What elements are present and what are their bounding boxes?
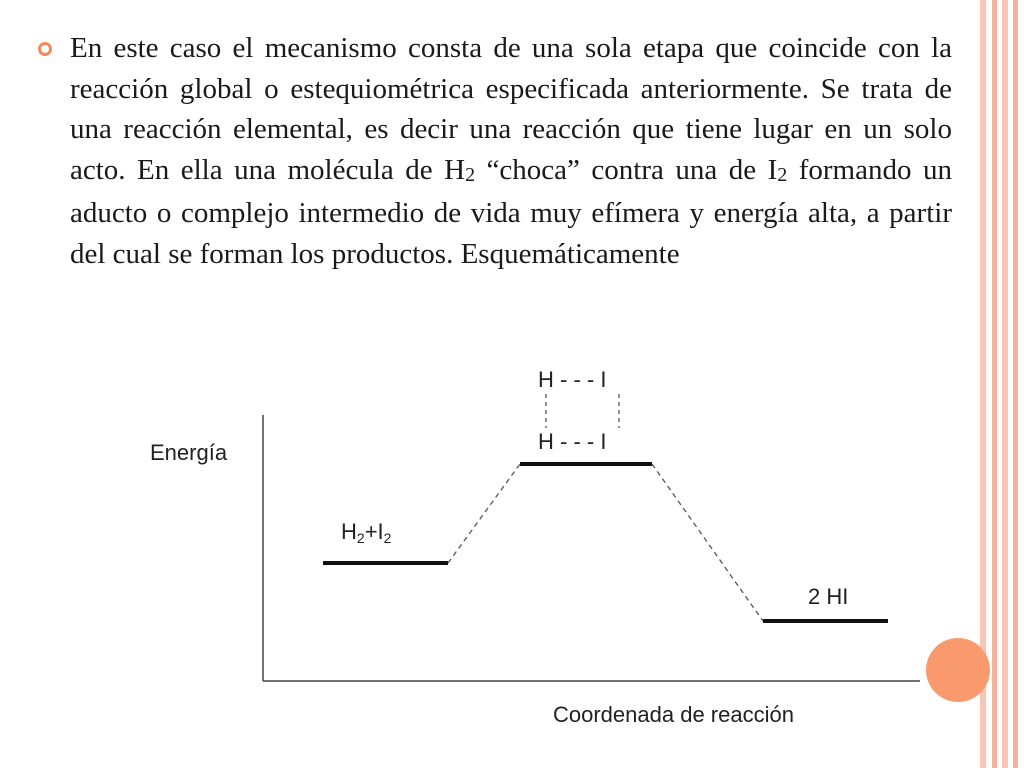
- paragraph-text-2: “choca” contra una de I: [475, 153, 778, 186]
- x-axis-label: Coordenada de reacción: [553, 702, 794, 727]
- reaction-path-down: [652, 464, 763, 621]
- paragraph-text-1: En este caso el mecanismo consta de una sola etapa que coincide con la reacción global o estequiométrica especificada anteriormente. Se trata de una reacción elemental, es decir una reacción que tiene lugar en un solo acto. En ella una molécula de H: [70, 32, 952, 186]
- subscript-2: 2: [777, 163, 788, 186]
- products-label: 2 HI: [808, 584, 849, 609]
- y-axis-label: Energía: [150, 440, 228, 465]
- reaction-path-up: [448, 464, 520, 563]
- complex-top-label: H - - - I: [538, 367, 607, 392]
- paragraph-text-3: formando un aducto o complejo intermedio de vida muy efímera y energía alta, a partir del cual se forman los productos. Esquemáticamente: [70, 153, 952, 270]
- subscript-2: 2: [465, 163, 476, 186]
- reactants-label: H2+I2: [341, 519, 392, 546]
- complex-bottom-label: H - - - I: [538, 429, 607, 454]
